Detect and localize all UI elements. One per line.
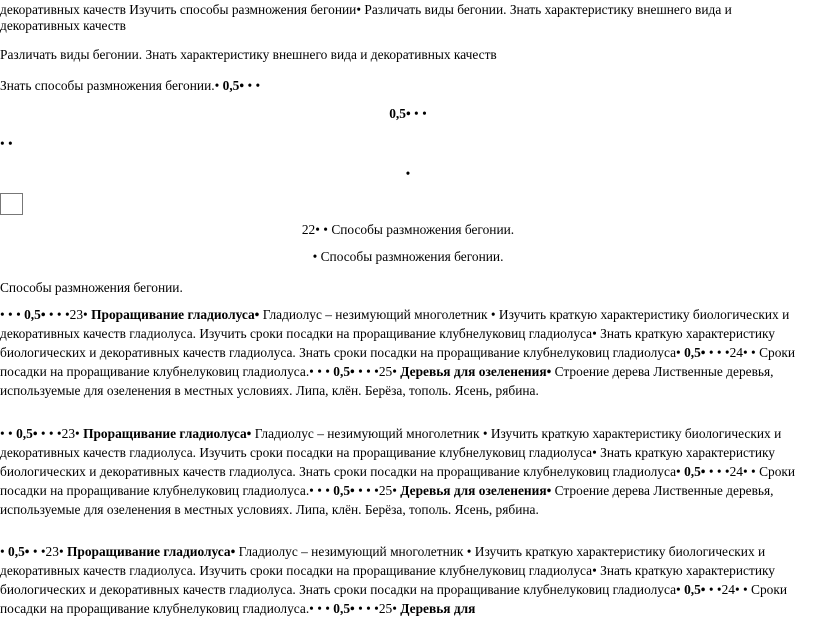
- methods-line: Способы размножения бегонии.: [0, 280, 183, 295]
- text-block-2: • • 0,5• • • •23• Проращивание гладиолуса• Гладиолус – незимующий многолетник • Изучить краткую характеристику биологических и декоративных качеств гладиолуса. Изучить сроки посадки на проращивание клубнелуковиц гладиолуса• Знать краткую характеристику биологических и декоративных качеств гладиолуса. Знать сроки посадки на проращивание клубнелуковиц гладиолуса• 0,5• • • •24• • Сроки посадки на проращивание клубнелуковиц гладиолуса.• • • 0,5• • • •25• Деревья для озеленения• Строение дерева Лиственные деревья, используемые для озеленения в местных условиях. Липа, клён. Берёза, тополь. Ясень, рябина.: [0, 426, 796, 517]
- header-line-1: декоративных качеств Изучить способы размножения бегонии• Различать виды бегонии. Знать характеристику внешнего вида и: [0, 2, 732, 17]
- header-line-2: декоративных качеств: [0, 18, 126, 33]
- two-bullets-line: • •: [0, 136, 13, 151]
- block3-title-gladiolus: Проращивание гладиолуса•: [66, 544, 236, 559]
- block2-title-trees: Деревья для озеленения•: [400, 483, 552, 498]
- text-block-1: • • • 0,5• • • •23• Проращивание гладиолуса• Гладиолус – незимующий многолетник • Изучить краткую характеристику биологических и декоративных качеств гладиолуса. Изучить сроки посадки на проращивание клубнелуковиц гладиолуса• Знать краткую характеристику биологических и декоративных качеств гладиолуса. Знать сроки посадки на проращивание клубнелуковиц гладиолуса• 0,5• • • •24• • Сроки посадки на проращивание клубнелуковиц гладиолуса.• • • 0,5• • • •25• Деревья для озеленения• Строение дерева Лиственные деревья, используемые для озеленения в местных условиях. Липа, клён. Берёза, тополь. Ясень, рябина.: [0, 307, 796, 398]
- center-score-line: [0, 106, 816, 122]
- know-score: 0,5•: [222, 78, 245, 93]
- block3-title-trees: Деревья для: [400, 601, 476, 616]
- center-score: 0,5•: [389, 106, 411, 121]
- know-line: [0, 78, 808, 94]
- block1-title-gladiolus: Проращивание гладиолуса•: [91, 307, 260, 322]
- methods-22-line: 22• • Способы размножения бегонии.: [301, 222, 515, 237]
- block2-title-gladiolus: Проращивание гладиолуса•: [83, 426, 252, 441]
- know-bullets: • •: [247, 78, 261, 93]
- center-score-bullets: • •: [414, 106, 427, 121]
- know-text: Знать способы размножения бегонии.•: [0, 78, 220, 93]
- methods-bullet-line: • Способы размножения бегонии.: [312, 249, 504, 264]
- center-bullet-line: •: [405, 166, 411, 181]
- empty-checkbox[interactable]: [0, 193, 23, 215]
- block1-title-trees: Деревья для озеленения•: [400, 364, 552, 379]
- text-block-3: • 0,5• • •23• Проращивание гладиолуса• Гладиолус – незимующий многолетник • Изучить краткую характеристику биологических и декоративных качеств гладиолуса. Изучить сроки посадки на проращивание клубнелуковиц гладиолуса• Знать краткую характеристику биологических и декоративных качеств гладиолуса. Знать сроки посадки на проращивание клубнелуковиц гладиолуса• 0,5• • •24• • Сроки посадки на проращивание клубнелуковиц гладиолуса.• • • 0,5• • • •25• Деревья для: [0, 544, 788, 616]
- distinguish-line: Различать виды бегонии. Знать характеристику внешнего вида и декоративных качеств: [0, 47, 497, 62]
